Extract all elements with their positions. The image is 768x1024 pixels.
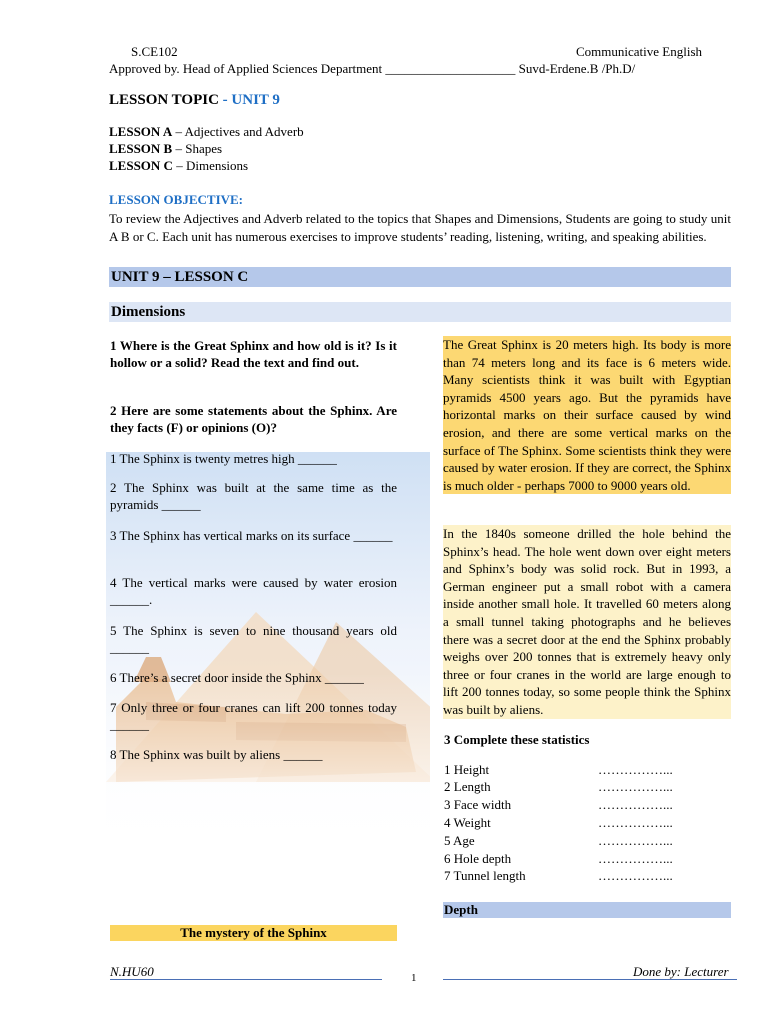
objective-text: To review the Adjectives and Adverb related to the topics that Shapes and Dimensions, Students are going to study unit A B or C. Each unit has numerous exercises to improve students’ reading, listening, writing, and speaking abilities. <box>109 211 731 244</box>
statement-3: 3 The Sphinx has vertical marks on its surface ______ <box>110 528 393 543</box>
statement-2: 2 The Sphinx was built at the same time as the pyramids ______ <box>110 480 397 512</box>
stat-row <box>444 778 684 795</box>
stat-blank: ……………... <box>598 762 673 777</box>
lesson-topic-label: LESSON TOPIC <box>109 92 219 108</box>
lesson-list <box>109 123 304 174</box>
stat-row <box>444 761 684 778</box>
lesson-topic-dash: - <box>218 92 232 108</box>
stat-label: 6 Hole depth <box>444 851 512 866</box>
lesson-text: – Dimensions <box>172 158 249 173</box>
course-code: S.CE102 <box>131 44 178 59</box>
statement-8: 8 The Sphinx was built by aliens ______ <box>110 747 323 762</box>
approval-line: Approved by. Head of Applied Sciences Department ____________________ Suvd-Erdene.B /Ph.D/ <box>109 61 636 76</box>
statement-1: 1 The Sphinx is twenty metres high ______ <box>110 451 337 466</box>
stat-row <box>444 867 684 884</box>
statement-4: 4 The vertical marks were caused by water erosion ______. <box>110 575 397 607</box>
footer-rule-left <box>110 979 382 980</box>
page-number: 1 <box>411 972 417 984</box>
question-2: 2 Here are some statements about the Sphinx. Are they facts (F) or opinions (O)? <box>110 403 397 435</box>
stat-blank: ……………... <box>598 851 673 866</box>
stat-blank: ……………... <box>598 833 673 848</box>
footer-rule-right <box>443 979 737 980</box>
unit-lesson-bar: UNIT 9 – LESSON C <box>109 267 731 287</box>
stat-row <box>444 796 684 813</box>
question-1: 1 Where is the Great Sphinx and how old is it? Is it hollow or a solid? Read the text and find out. <box>110 338 397 370</box>
passage-2: In the 1840s someone drilled the hole behind the Sphinx’s head. The hole went down over eight meters and Sphinx’s body was solid rock. But in 1993, a German engineer put a small robot with a camera inside another small hole. It travelled 60 meters along a small tunnel taking photographs and he believes there was a secret door at the end the Sphinx probably weighs over 200 tonnes that is extremely heavy only three or four cranes in the world are large enough to lift 200 tonnes today, so some people think the Sphinx was built by aliens. <box>443 526 731 717</box>
stat-blank: ……………... <box>598 815 673 830</box>
statement-6: 6 There’s a secret door inside the Sphinx ______ <box>110 670 364 685</box>
footer-left: N.HU60 <box>110 964 154 979</box>
image-caption: The mystery of the Sphinx <box>110 925 397 941</box>
stat-blank: ……………... <box>598 797 673 812</box>
lesson-text: – Shapes <box>172 141 223 156</box>
lesson-label: LESSON A <box>109 124 173 139</box>
stat-row <box>444 832 684 849</box>
stat-row <box>444 850 684 867</box>
stat-blank: ……………... <box>598 779 673 794</box>
lesson-text: – Adjectives and Adverb <box>172 124 304 139</box>
lesson-topic-unit: UNIT 9 <box>231 92 280 108</box>
stat-row <box>444 814 684 831</box>
lesson-label: LESSON C <box>109 158 173 173</box>
objective-heading: LESSON OBJECTIVE: <box>109 192 244 207</box>
depth-bar: Depth <box>443 902 731 918</box>
course-name: Communicative English <box>576 44 703 59</box>
lesson-topic <box>109 92 280 109</box>
lesson-item <box>109 123 304 140</box>
statement-7: 7 Only three or four cranes can lift 200 tonnes today ______ <box>110 700 397 732</box>
stat-label: 4 Weight <box>444 815 491 830</box>
stat-label: 2 Length <box>444 779 491 794</box>
lesson-item <box>109 157 304 174</box>
stat-label: 1 Height <box>444 762 490 777</box>
lesson-label: LESSON B <box>109 141 173 156</box>
stat-label: 7 Tunnel length <box>444 868 526 883</box>
stat-label: 3 Face width <box>444 797 512 812</box>
stat-blank: ……………... <box>598 868 673 883</box>
passage-1: The Great Sphinx is 20 meters high. Its body is more than 74 meters long and its face is 6 meters wide. Many scientists think it was built with Egyptian pyramids 4500 years ago. But the pyramids have horizontal marks on their surface caused by wind erosion, and there are some vertical marks on the surface of The Sphinx. Some scientists think they were caused by water erosion. If they are correct, the Sphinx is much older - perhaps 7000 to 9000 years old. <box>443 337 731 493</box>
statement-5: 5 The Sphinx is seven to nine thousand years old ______ <box>110 623 397 655</box>
footer-right: Done by: Lecturer <box>633 964 729 979</box>
stat-label: 5 Age <box>444 833 475 848</box>
dimensions-bar: Dimensions <box>109 302 731 322</box>
lesson-item <box>109 140 304 157</box>
question-3: 3 Complete these statistics <box>444 732 590 747</box>
